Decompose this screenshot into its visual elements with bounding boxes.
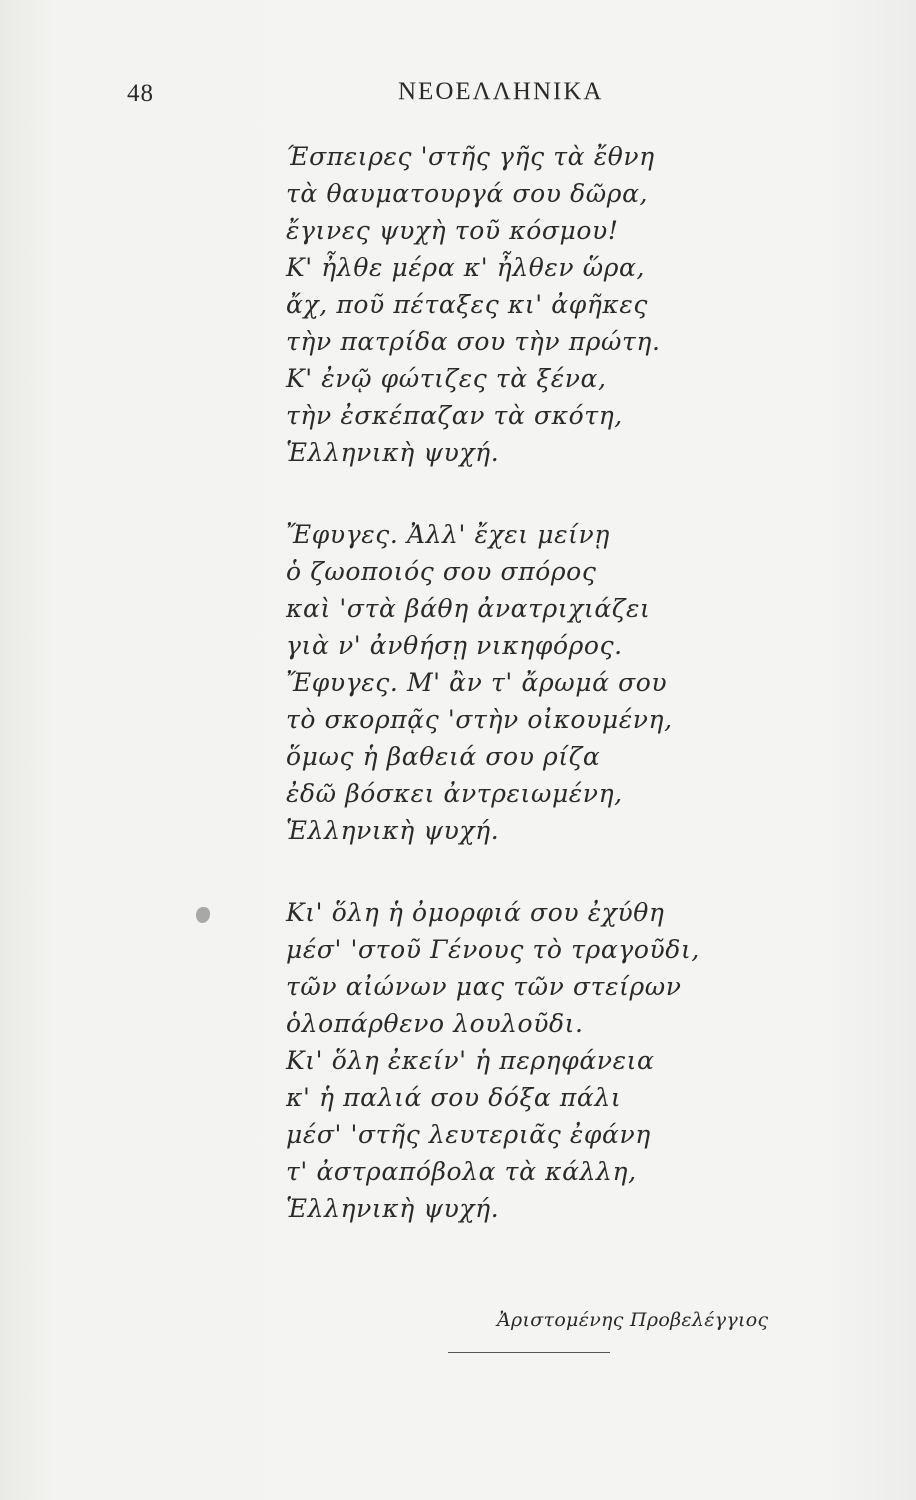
poem-line: τὴν πατρίδα σου τὴν πρώτη. — [286, 327, 661, 356]
poem-refrain: Ἑλληνικὴ ψυχή. — [286, 816, 500, 845]
poem-line: καὶ 'στὰ βάθη ἀνατριχιάζει — [286, 594, 651, 623]
poem-line: ἔγινες ψυχὴ τοῦ κόσμου! — [286, 216, 619, 245]
poem-line: Έσπειρες 'στῆς γῆς τὰ ἔθνη — [286, 142, 655, 171]
poem-line: τὰ θαυματουργά σου δῶρα, — [286, 179, 649, 208]
stanza-1 — [286, 138, 806, 471]
page-number: 48 — [127, 80, 154, 107]
poem-line: Κ' ἐνῷ φώτιζες τὰ ξένα, — [286, 364, 607, 393]
poem-line: τ' ἀστραπόβολα τὰ κάλλη, — [286, 1157, 637, 1186]
ink-blot — [196, 907, 210, 923]
stanza-2 — [286, 516, 806, 849]
stanza-break — [286, 849, 806, 894]
poem-line: μέσ' 'στῆς λευτεριᾶς ἐφάνη — [286, 1120, 651, 1149]
poem-line: Ἔφυγες. Μ' ἂν τ' ἄρωμά σου — [286, 668, 668, 697]
stanza-break — [286, 471, 806, 516]
poem-refrain: Ἑλληνικὴ ψυχή. — [286, 438, 500, 467]
poem-line: κ' ἡ παλιά σου δόξα πάλι — [286, 1083, 622, 1112]
poem-line: τῶν αἰώνων μας τῶν στείρων — [286, 972, 682, 1001]
poem-line: Ἔφυγες. Ἀλλ' ἔχει μείνῃ — [286, 520, 610, 549]
poem-line: Κι' ὅλη ἡ ὀμορφιά σου ἐχύθη — [286, 898, 665, 927]
running-head: ΝΕΟΕΛΛΗΝΙΚΑ — [398, 78, 604, 105]
poem-line: ὁ ζωοποιός σου σπόρος — [286, 557, 597, 586]
poem-line: Κι' ὅλη ἐκείν' ἡ περηφάνεια — [286, 1046, 655, 1075]
poem-line: τὴν ἐσκέπαζαν τὰ σκότη, — [286, 401, 623, 430]
poem — [286, 138, 806, 1227]
poem-line: ὁλοπάρθενο λουλοῦδι. — [286, 1009, 584, 1038]
poem-line: ἄχ, ποῦ πέταξες κι' ἀφῆκες — [286, 290, 649, 319]
poem-line: Κ' ἦλθε μέρα κ' ἦλθεν ὥρα, — [286, 253, 646, 282]
end-rule — [448, 1352, 610, 1353]
poem-line: μέσ' 'στοῦ Γένους τὸ τραγοῦδι, — [286, 935, 700, 964]
author-signature: Ἀριστομένης Προβελέγγιος — [497, 1309, 769, 1331]
poem-line: ὅμως ἡ βαθειά σου ρίζα — [286, 742, 601, 771]
poem-line: γιὰ ν' ἀνθήσῃ νικηφόρος. — [286, 631, 623, 660]
poem-line: ἐδῶ βόσκει ἀντρειωμένη, — [286, 779, 623, 808]
stanza-3 — [286, 894, 806, 1227]
poem-refrain: Ἑλληνικὴ ψυχή. — [286, 1194, 500, 1223]
poem-line: τὸ σκορπᾷς 'στὴν οἰκουμένη, — [286, 705, 673, 734]
